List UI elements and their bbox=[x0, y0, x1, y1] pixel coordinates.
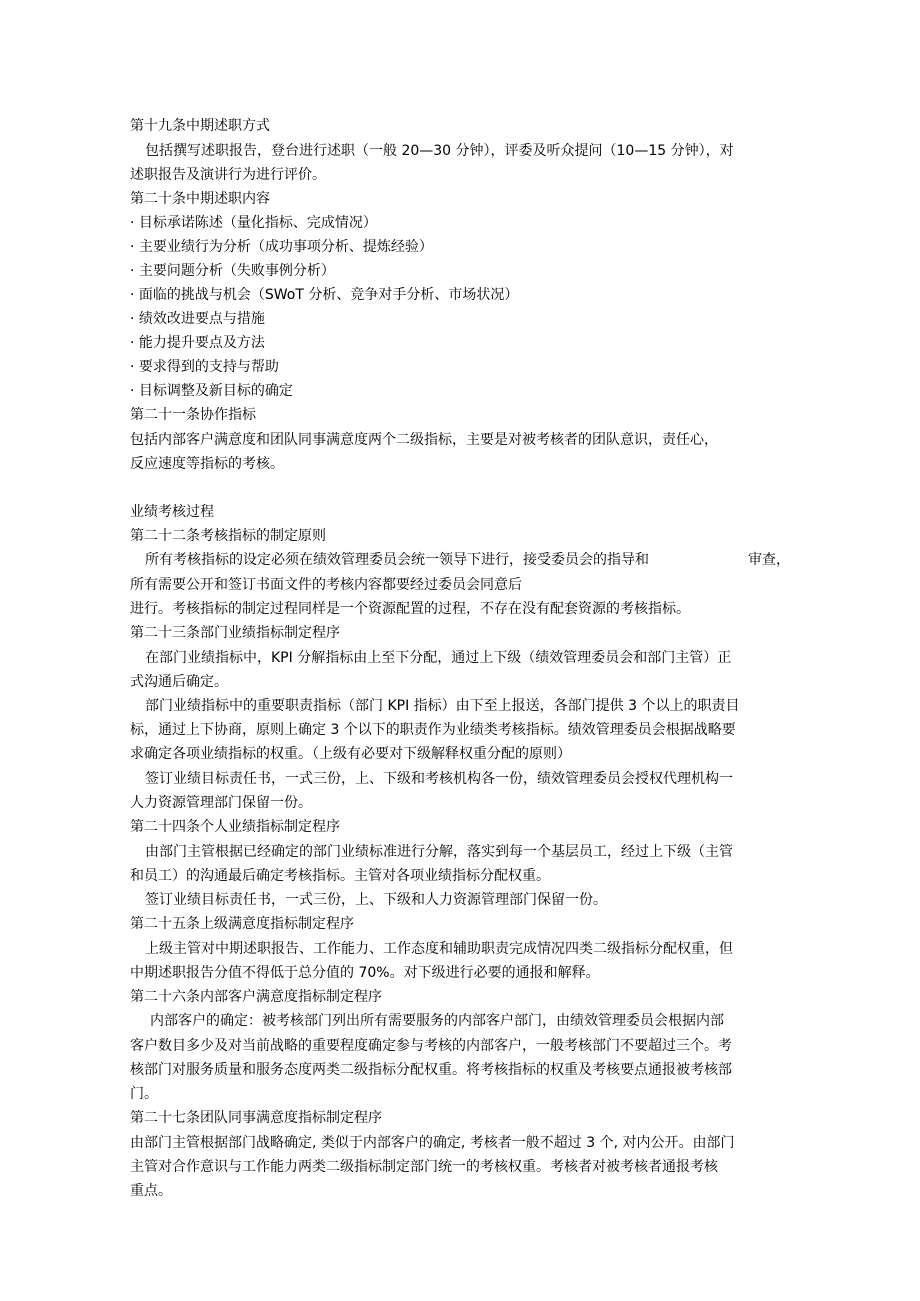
article-23-line: 标，通过上下协商，原则上确定 3 个以下的职责作为业绩类考核指标。绩效管理委员会根据战略要 bbox=[130, 722, 736, 738]
article-26-line: 内部客户的确定：被考核部门列出所有需要服务的内部客户部门，由绩效管理委员会根据内部 bbox=[150, 1013, 724, 1029]
article-27-line: 重点。 bbox=[130, 1183, 172, 1199]
article-25-line: 上级主管对中期述职报告、工作能力、工作态度和辅助职责完成情况四类二级指标分配权重，但 bbox=[145, 941, 733, 957]
article-26-line: 核部门对服务质量和服务态度两类二级指标分配权重。将考核指标的权重及考核要点通报被考核部 bbox=[130, 1062, 732, 1078]
bullet-item: · 绩效改进要点与措施 bbox=[130, 311, 265, 327]
bullet-item: · 主要问题分析（失败事例分析） bbox=[130, 263, 335, 279]
article-26-line: 客户数目多少及对当前战略的重要程度确定参与考核的内部客户，一般考核部门不要超过三个。考 bbox=[130, 1038, 732, 1054]
part-title: 业绩考核过程 bbox=[130, 504, 214, 520]
article-21-line-2: 反应速度等指标的考核。 bbox=[130, 456, 284, 472]
article-23-line: 在部门业绩指标中，KPI 分解指标由上至下分配，通过上下级（绩效管理委员会和部门主管）正 bbox=[145, 650, 732, 666]
article-22-line-1a: 所有考核指标的设定必须在绩效管理委员会统一领导下进行，接受委员会的指导和 bbox=[145, 552, 649, 568]
article-24-line: 签订业绩目标责任书，一式三份，上、下级和人力资源管理部门保留一份。 bbox=[145, 892, 607, 908]
article-26-line: 门。 bbox=[130, 1086, 158, 1102]
bullet-item: · 能力提升要点及方法 bbox=[130, 335, 265, 351]
article-23-line: 式沟通后确定。 bbox=[130, 674, 228, 690]
article-27-line: 由部门主管根据部门战略确定, 类似于内部客户的确定, 考核者一般不超过 3 个, 对内公开。由部门 bbox=[130, 1135, 735, 1151]
bullet-item: · 要求得到的支持与帮助 bbox=[130, 359, 279, 375]
article-25-line: 中期述职报告分值不得低于总分值的 70%。对下级进行必要的通报和解释。 bbox=[130, 965, 600, 981]
bullet-item: · 目标调整及新目标的确定 bbox=[130, 383, 293, 399]
article-26-heading: 第二十六条内部客户满意度指标制定程序 bbox=[130, 989, 382, 1005]
article-24-line: 由部门主管根据已经确定的部门业绩标准进行分解，落实到每一个基层员工，经过上下级（主管 bbox=[145, 844, 733, 860]
article-25-heading: 第二十五条上级满意度指标制定程序 bbox=[130, 916, 354, 932]
article-19-line-2: 述职报告及演讲行为进行评价。 bbox=[130, 167, 326, 183]
article-24-line: 和员工）的沟通最后确定考核指标。主管对各项业绩指标分配权重。 bbox=[130, 868, 550, 884]
article-24-heading: 第二十四条个人业绩指标制定程序 bbox=[130, 819, 340, 835]
article-23-line: 人力资源管理部门保留一份。 bbox=[130, 795, 312, 811]
bullet-item: · 主要业绩行为分析（成功事项分析、提炼经验） bbox=[130, 239, 433, 255]
article-21-heading: 第二十一条协作指标 bbox=[130, 407, 256, 423]
article-23-line: 部门业绩指标中的重要职责指标（部门 KPI 指标）由下至上报送，各部门提供 3 个以上的职责目 bbox=[145, 698, 740, 714]
article-23-line: 求确定各项业绩指标的权重。（上级有必要对下级解释权重分配的原则） bbox=[130, 746, 571, 762]
article-22-line-1 bbox=[145, 549, 790, 571]
article-23-line: 签订业绩目标责任书，一式三份，上、下级和考核机构各一份，绩效管理委员会授权代理机构一 bbox=[145, 771, 733, 787]
article-21-line-1: 包括内部客户满意度和团队同事满意度两个二级指标，主要是对被考核者的团队意识，责任心， bbox=[130, 432, 718, 448]
bullet-item: · 面临的挑战与机会（SWoT 分析、竞争对手分析、市场状况） bbox=[130, 287, 519, 303]
bullet-item: · 目标承诺陈述（量化指标、完成情况） bbox=[130, 215, 377, 231]
article-19-heading: 第十九条中期述职方式 bbox=[130, 118, 270, 134]
article-22-line-3: 进行。考核指标的制定过程同样是一个资源配置的过程，不存在没有配套资源的考核指标。 bbox=[130, 601, 690, 617]
article-27-heading: 第二十七条团队同事满意度指标制定程序 bbox=[130, 1110, 382, 1126]
article-23-heading: 第二十三条部门业绩指标制定程序 bbox=[130, 625, 340, 641]
article-22-line-2: 所有需要公开和签订书面文件的考核内容都要经过委员会同意后 bbox=[130, 577, 522, 593]
article-22-line-1b: 审查， bbox=[748, 552, 790, 568]
article-27-line: 主管对合作意识与工作能力两类二级指标制定部门统一的考核权重。考核者对被考核者通报考核 bbox=[130, 1159, 718, 1175]
article-22-heading: 第二十二条考核指标的制定原则 bbox=[130, 528, 326, 544]
article-20-heading: 第二十条中期述职内容 bbox=[130, 191, 270, 207]
article-19-line-1: 包括撰写述职报告，登台进行述职（一般 20—30 分钟），评委及听众提问（10—15 分钟），对 bbox=[145, 143, 734, 159]
